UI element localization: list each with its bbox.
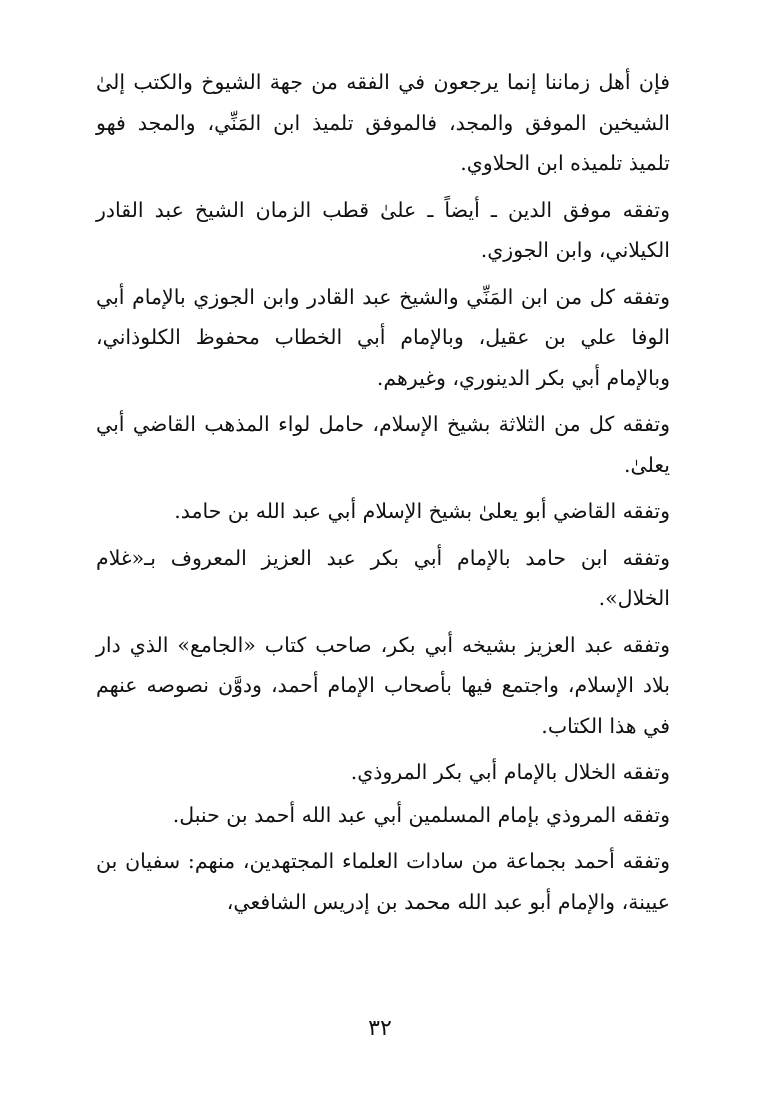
paragraph-3: وتفقه كل من ابن المَنِّي والشيخ عبد القادر وابن الجوزي بالإمام أبي الوفا علي بن عقيل، وبالإمام أبي الخطاب محفوظ الكلوذاني، وبالإمام أبي بكر الدينوري، وغيرهم. xyxy=(96,284,670,390)
paragraph-6: وتفقه ابن حامد بالإمام أبي بكر عبد العزيز المعروف بـ«غلام الخلال». xyxy=(96,545,670,610)
paragraph-2: وتفقه موفق الدين ـ أيضاً ـ علىٰ قطب الزمان الشيخ عبد القادر الكيلاني، وابن الجوزي. xyxy=(96,197,670,262)
page-number: ٣٢ xyxy=(368,1016,392,1041)
paragraph-8: وتفقه الخلال بالإمام أبي بكر المروذي. xyxy=(350,760,670,784)
paragraph-4: وتفقه كل من الثلاثة بشيخ الإسلام، حامل لواء المذهب القاضي أبي يعلىٰ. xyxy=(96,412,670,477)
paragraph-10: وتفقه أحمد بجماعة من سادات العلماء المجتهدين، منهم: سفيان بن عيينة، والإمام أبو عبد الله محمد بن إدريس الشافعي، xyxy=(96,849,670,914)
paragraph-5: وتفقه القاضي أبو يعلىٰ بشيخ الإسلام أبي عبد الله بن حامد. xyxy=(174,499,670,523)
paragraph-1: فإن أهل زماننا إنما يرجعون في الفقه من جهة الشيوخ والكتب إلىٰ الشيخين الموفق والمجد، فالموفق تلميذ ابن المَنِّي، والمجد فهو تلميذ تلميذه ابن الحلاوي. xyxy=(96,70,670,175)
paragraph-9: وتفقه المروذي بإمام المسلمين أبي عبد الله أحمد بن حنبل. xyxy=(172,802,670,827)
paragraph-7: وتفقه عبد العزيز بشيخه أبي بكر، صاحب كتاب «الجامع» الذي دار بلاد الإسلام، واجتمع فيها بأصحاب الإمام أحمد، ودوَّن نصوصه عنهم في هذا الكتاب. xyxy=(96,632,670,738)
body-text xyxy=(96,62,670,928)
